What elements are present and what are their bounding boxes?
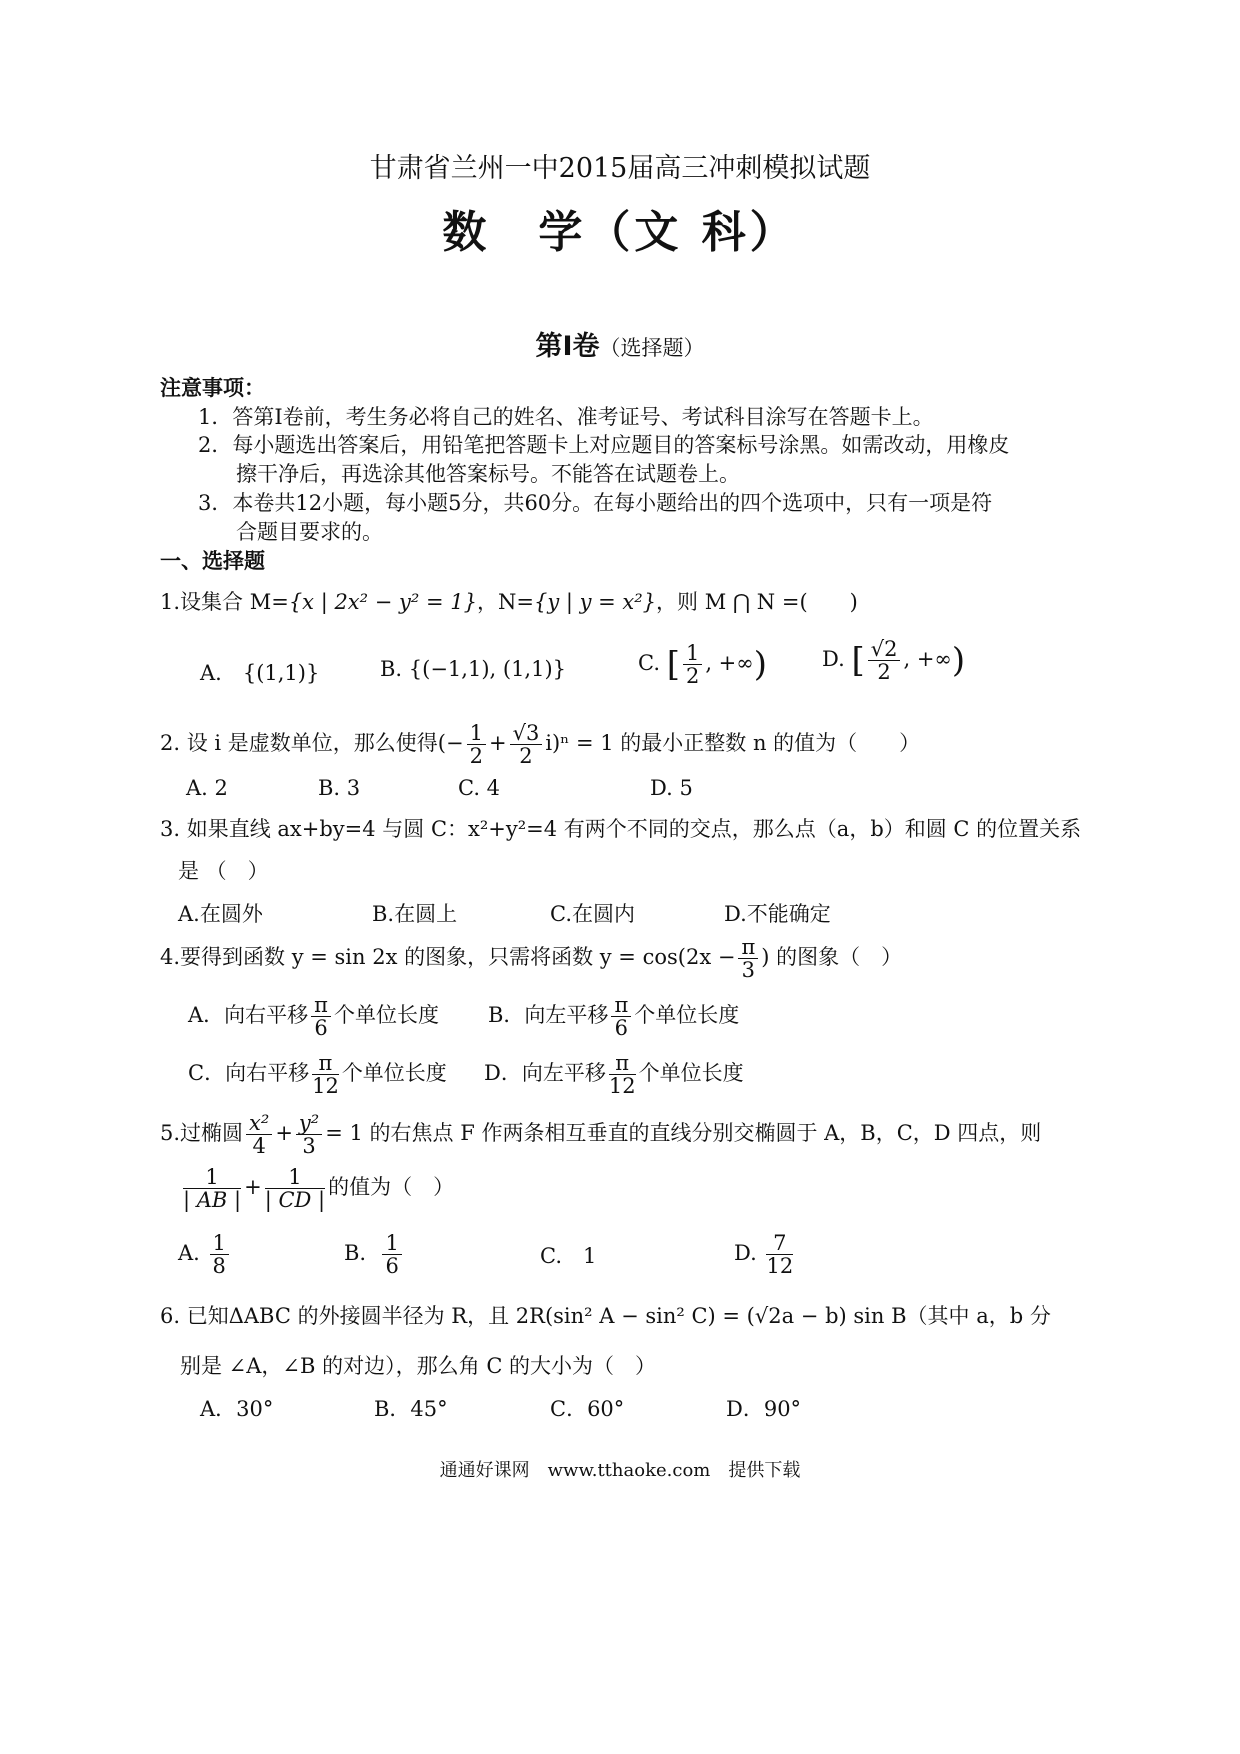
q4-stem-part: 4.要得到函数 y = sin 2x 的图象，只需将函数 y = cos(2x − <box>160 945 736 970</box>
fraction: $\frac{√3}{2}$ <box>510 722 543 767</box>
volume-sub: （选择题） <box>599 336 705 360</box>
fraction: $\frac{1}{8}$ <box>210 1232 229 1277</box>
fraction: $\frac{1}{2}$ <box>467 722 486 767</box>
q1-stem-part: ，N= <box>476 590 534 614</box>
q1-option-c: C. [ $\frac{1}{2}$ , +∞) <box>638 641 768 689</box>
q2-option-c: C. 4 <box>458 776 501 800</box>
fraction: $\frac{\pi}{12}$ <box>312 1051 339 1099</box>
q6-option-c: C．60° <box>550 1397 625 1421</box>
question-5-line2: $\frac{1}{| AB |}$ + $\frac{1}{| CD |}$ 的值为（ ） <box>183 1165 455 1213</box>
notes-item: 擦干净后，再选涂其他答案标号。不能答在试题卷上。 <box>236 462 740 486</box>
notes-item: 合题目要求的。 <box>236 520 383 544</box>
fraction: $\frac{1}{6}$ <box>382 1232 401 1277</box>
footer-credit: 通通好课网 www.tthaoke.com 提供下载 <box>439 1460 801 1481</box>
fraction: $\frac{1}{| CD |}$ <box>264 1165 326 1213</box>
question-3-line1: 3. 如果直线 ax+by=4 与圆 C：x²+y²=4 有两个不同的交点，那么点（a，b）和圆 C 的位置关系 <box>160 817 1082 841</box>
q1-option-b: B. {(−1,1), (1,1)} <box>380 657 567 681</box>
fraction: $\frac{√2}{2}$ <box>868 638 901 683</box>
notes-heading: 注意事项： <box>160 376 265 400</box>
q5-option-d: D. $\frac{7}{12}$ <box>734 1231 794 1279</box>
paren-right: ) <box>753 644 768 685</box>
q3-option-b: B.在圆上 <box>372 902 458 926</box>
question-4-stem <box>160 936 902 981</box>
fraction: $\frac{\pi}{3}$ <box>738 936 758 981</box>
q1-option-d: D. [ $\frac{√2}{2}$ , +∞) <box>822 637 966 685</box>
fraction: $\frac{7}{12}$ <box>766 1231 794 1279</box>
q2-stem-part: 2. 设 i 是虚数单位，那么使得(− <box>160 731 464 756</box>
q6-option-b: B．45° <box>374 1397 448 1421</box>
q3-option-d: D.不能确定 <box>724 902 831 926</box>
notes-item: 1．答第Ⅰ卷前，考生务必将自己的姓名、准考证号、考试科目涂写在答题卡上。 <box>198 405 934 429</box>
fraction: $\frac{\pi}{6}$ <box>311 994 331 1039</box>
bracket-left: [ <box>666 644 680 685</box>
fraction: $\frac{1}{| AB |}$ <box>183 1165 242 1213</box>
q1-set-n: {y | y = x²} <box>533 590 657 614</box>
volume-label: 第Ⅰ卷 <box>535 331 600 362</box>
question-2-stem <box>160 722 920 767</box>
subject-title: 数 学（文 科） <box>442 207 798 258</box>
q3-option-a: A.在圆外 <box>178 902 263 926</box>
question-6-line2: 别是 ∠A，∠B 的对边），那么角 C 的大小为（ ） <box>180 1354 657 1378</box>
q4-stem-part: ) 的图象（ ） <box>761 945 903 970</box>
fraction: $\frac{\text{y²}}{3}$ <box>296 1112 322 1157</box>
q6-option-a: A．30° <box>200 1397 274 1421</box>
q4-option-d: D．向左平移 $\frac{\pi}{12}$ 个单位长度 <box>484 1051 744 1099</box>
question-3-line2: 是 （ ） <box>178 859 269 883</box>
q2-option-a: A. 2 <box>186 776 228 800</box>
fraction: $\frac{\pi}{12}$ <box>608 1051 636 1099</box>
question-1-stem <box>160 586 858 616</box>
q2-option-d: D. 5 <box>650 776 693 800</box>
q5-option-c: C. 1 <box>540 1244 597 1268</box>
paren-right: ) <box>951 640 966 681</box>
q5-option-b: B. $\frac{1}{6}$ <box>344 1232 405 1277</box>
notes-item: 2．每小题选出答案后，用铅笔把答题卡上对应题目的答案标号涂黑。如需改动，用橡皮 <box>198 433 1010 457</box>
q4-option-b: B．向左平移 $\frac{\pi}{6}$ 个单位长度 <box>488 993 740 1041</box>
q1-option-a: A. {(1,1)} <box>200 661 320 685</box>
question-5-line1: 5.过椭圆 $\frac{\text{x²}}{4}$ + $\frac{\text{y²}}{3}$ = 1 的右焦点 F 作两条相互垂直的直线分别交椭圆于 A，B，C，D 四点，则 <box>160 1111 1042 1159</box>
q3-option-c: C.在圆内 <box>550 902 635 926</box>
q4-option-a: A．向右平移 $\frac{\pi}{6}$ 个单位长度 <box>188 993 439 1041</box>
question-6-line1: 6. 已知ΔABC 的外接圆半径为 R，且 2R(sin² A − sin² C) = (√2a − b) sin B（其中 a，b 分 <box>160 1304 1051 1328</box>
q1-stem-part: ，则 M ⋂ N =( ) <box>656 590 858 614</box>
q4-option-c: C．向右平移 $\frac{\pi}{12}$ 个单位长度 <box>188 1051 447 1099</box>
option-label: D. <box>822 647 845 672</box>
plus-sign: + <box>275 1121 293 1146</box>
volume-heading <box>0 324 1240 363</box>
q2-stem-part: i)ⁿ = 1 的最小正整数 n 的值为（ ） <box>545 731 921 756</box>
fraction: $\frac{1}{2}$ <box>683 642 702 687</box>
notes-item: 3．本卷共12小题，每小题5分，共60分。在每小题给出的四个选项中，只有一项是符 <box>198 491 993 515</box>
fraction: $\frac{\text{x²}}{4}$ <box>246 1112 272 1157</box>
exam-title: 甘肃省兰州一中2015届高三冲刺模拟试题 <box>369 153 871 184</box>
section-heading: 一、选择题 <box>160 549 265 573</box>
bracket-left: [ <box>851 640 865 681</box>
q1-stem-part: 1.设集合 M= <box>160 590 289 614</box>
plus-sign: + <box>244 1175 262 1200</box>
fraction: $\frac{\pi}{6}$ <box>611 994 631 1039</box>
q2-option-b: B. 3 <box>318 776 361 800</box>
q1-set-m: {x | 2x² − y² = 1} <box>288 590 477 614</box>
q6-option-d: D．90° <box>726 1397 802 1421</box>
option-label: C. <box>638 651 660 676</box>
plus-sign: + <box>488 731 507 756</box>
q5-option-a: A. $\frac{1}{8}$ <box>178 1232 232 1277</box>
